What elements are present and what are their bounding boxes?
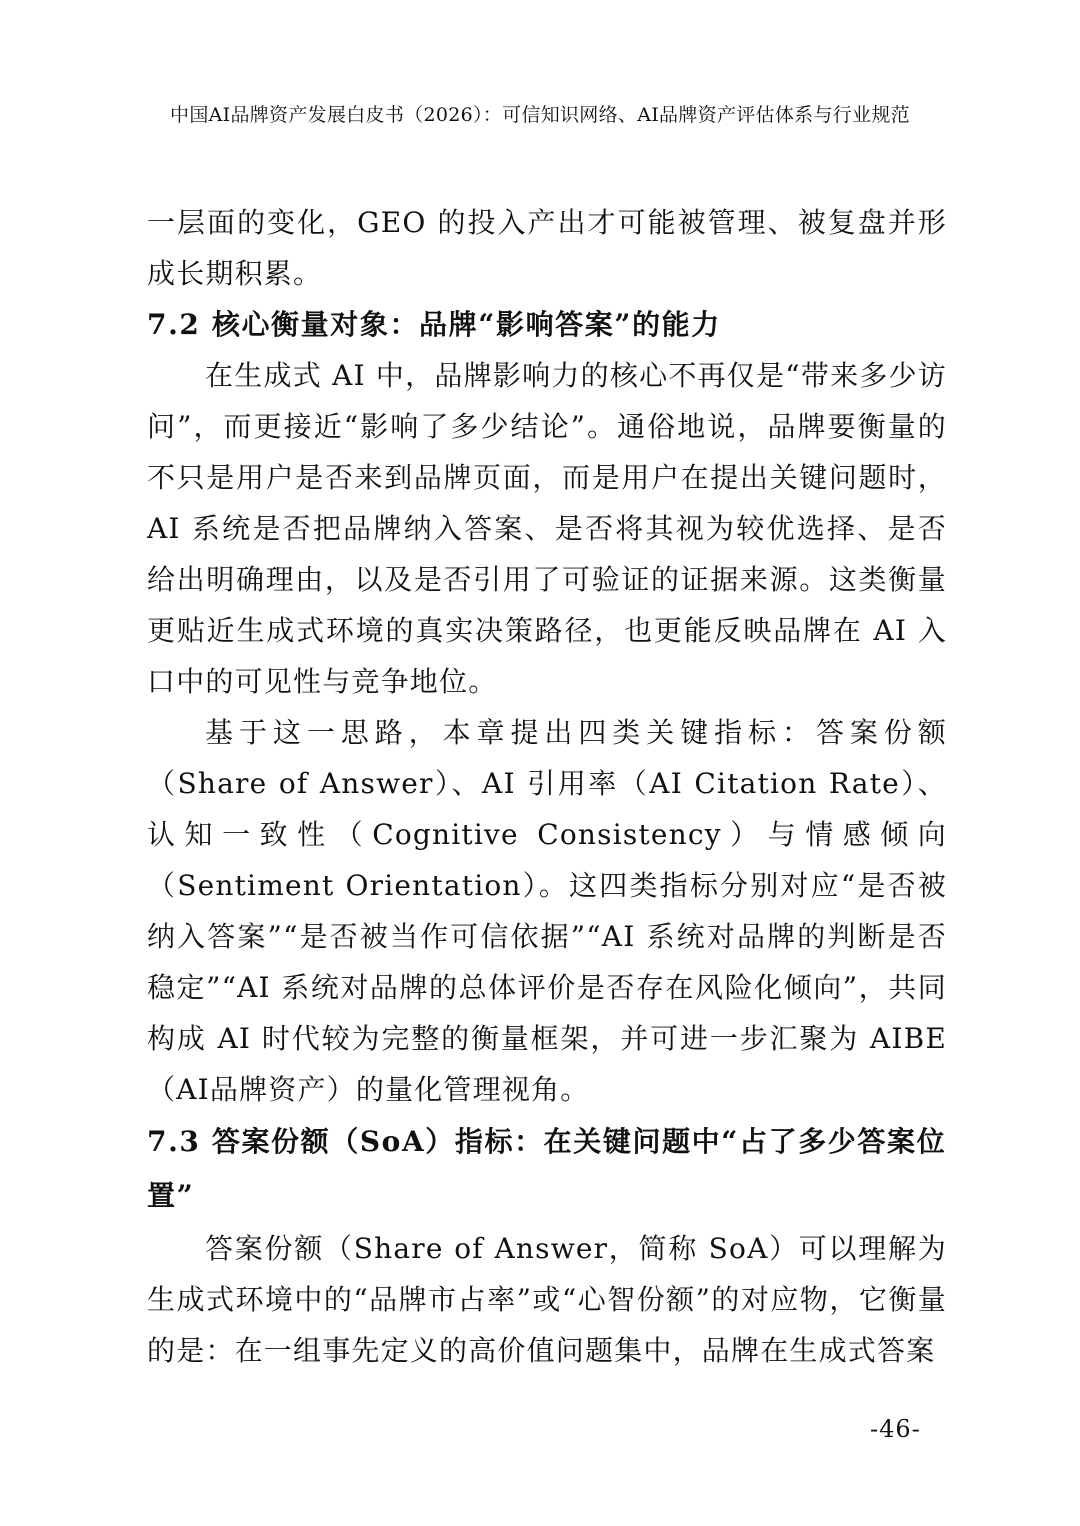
body-text [147,197,947,1376]
section-heading-7-2: 7.2 核心衡量对象：品牌“影响答案”的能力 [147,308,721,341]
paragraph-7-3-1: 答案份额（Share of Answer，简称 SoA）可以理解为生成式环境中的“品牌市占率”或“心智份额”的对应物，它衡量的是：在一组事先定义的高价值问题集中，品牌在生成式答案 [147,1232,947,1367]
page-number: -46- [870,1415,921,1443]
paragraph-7-2-2: 基于这一思路，本章提出四类关键指标：答案份额（Share of Answer）、AI 引用率（AI Citation Rate）、认知一致性（Cognitive Consistency）与情感倾向（Sentiment Orientation）。这四类指标分别对应“是否被纳入答案”“是否被当作可信依据”“AI 系统对品牌的判断是否稳定”“AI 系统对品牌的总体评价是否存在风险化倾向”，共同构成 AI 时代较为完整的衡量框架，并可进一步汇聚为 AIBE（AI品牌资产）的量化管理视角。 [147,716,947,1106]
section-heading-7-3: 7.3 答案份额（SoA）指标：在关键问题中“占了多少答案位置” [147,1125,947,1212]
paragraph-7-2-1: 在生成式 AI 中，品牌影响力的核心不再仅是“带来多少访问”，而更接近“影响了多少结论”。通俗地说，品牌要衡量的不只是用户是否来到品牌页面，而是用户在提出关键问题时，AI 系统是否把品牌纳入答案、是否将其视为较优选择、是否给出明确理由，以及是否引用了可验证的证据来源。这类衡量更贴近生成式环境的真实决策路径，也更能反映品牌在 AI 入口中的可见性与竞争地位。 [147,359,947,698]
continued-paragraph: 一层面的变化，GEO 的投入产出才可能被管理、被复盘并形成长期积累。 [147,206,947,290]
running-header: 中国AI品牌资产发展白皮书（2026）：可信知识网络、AI品牌资产评估体系与行业规范 [170,104,910,126]
